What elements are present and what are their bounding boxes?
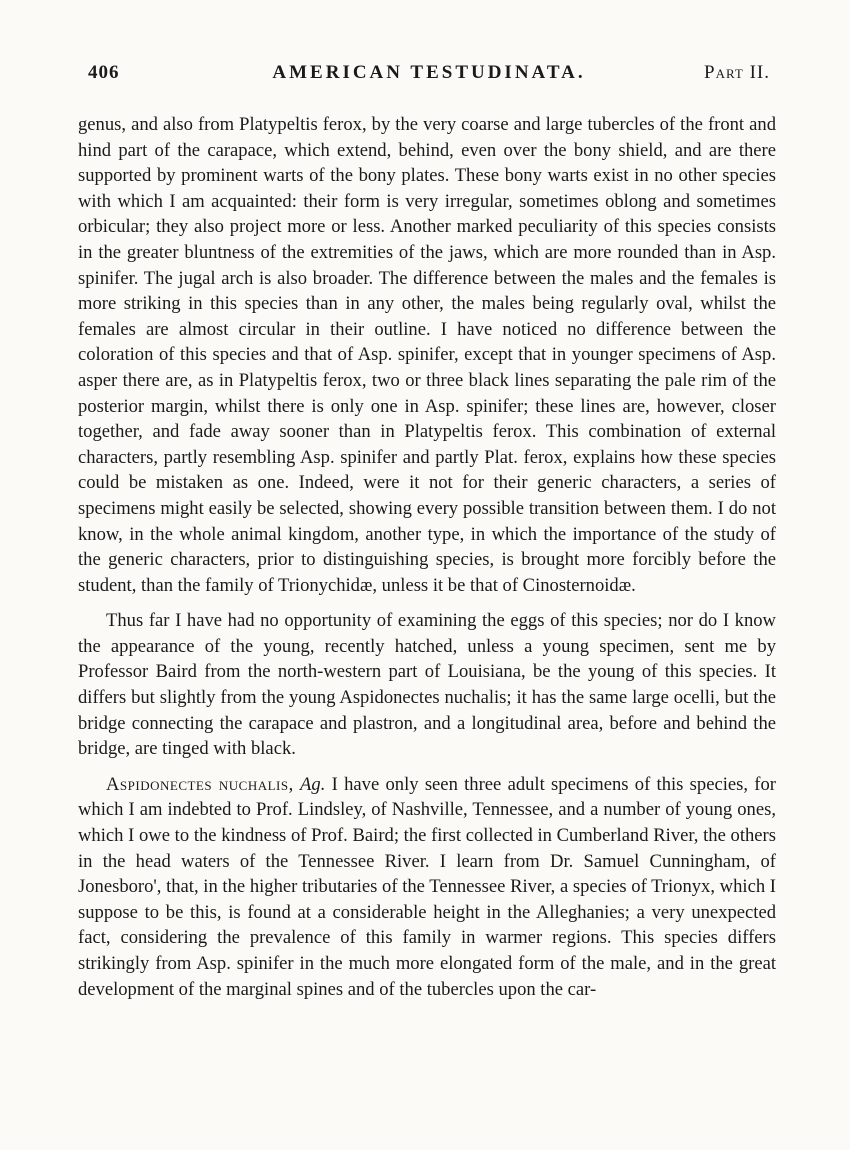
paragraph-text: I have only seen three adult specimens of this species, for which I am indebted to Prof. Lindsley, of Nashville, Tennessee, and a number of young ones, which I owe to the kindness of Prof. Baird; the first collected in Cumberland River, the others in the head waters of the Tennessee River. I learn from Dr. Samuel Cunningham, of Jonesboro', that, in the higher tributaries of the Tennessee River, a species of Trionyx, which I suppose to be this, is found at a considerable height in the Alleghanies; a very unexpected fact, considering the prevalence of this family in warmer regions. This species differs strikingly from Asp. spinifer in the much more elongated form of the male, and in the great development of the marginal spines and of the tubercles upon the car- [78, 773, 776, 1000]
species-heading: Aspidonectes nuchalis, [106, 773, 294, 795]
paragraph: genus, and also from Platypeltis ferox, by the very coarse and large tubercles of the front and hind part of the carapace, which extend, behind, even over the bony shield, and are there supported by prominent warts of the bony plates. These bony warts exist in no other species with which I am acquainted: their form is very irregular, sometimes oblong and sometimes orbicular; they also project more or less. Another marked peculiarity of this species consists in the greater bluntness of the extremities of the jaws, which are more rounded than in Asp. spinifer. The jugal arch is also broader. The difference between the males and the females is more striking in this species than in any other, the males being regularly oval, whilst the females are almost circular in their outline. I have noticed no difference between the coloration of this species and that of Asp. spinifer, except that in younger specimens of Asp. asper there are, as in Platypeltis ferox, two or three black lines separating the pale rim of the posterior margin, whilst there is only one in Asp. spinifer; these lines are, however, closer together, and fade away sooner than in Platypeltis ferox. This combination of external characters, partly resembling Asp. spinifer and partly Plat. ferox, explains how these species could be mistaken as one. Indeed, were it not for their generic characters, a series of specimens might easily be selected, showing every possible transition between them. I do not know, in the whole animal kingdom, another type, in which the importance of the study of the generic characters, prior to distinguishing species, is brought more forcibly before the student, than the family of Trionychidæ, unless it be that of Cinosternoidæ. [78, 114, 776, 596]
paragraph [78, 772, 776, 1002]
species-author: Ag. [300, 773, 326, 795]
page-number: 406 [88, 62, 120, 83]
paragraph: Thus far I have had no opportunity of examining the eggs of this species; nor do I know the appearance of the young, recently hatched, unless a young specimen, sent me by Professor Baird from the north-western part of Louisiana, be the young of this species. It differs but slightly from the young Aspidonectes nuchalis; it has the same large ocelli, but the bridge connecting the carapace and plastron, and a longitudinal area, before and behind the bridge, are tinged with black. [78, 610, 776, 760]
body-text [78, 112, 776, 1012]
running-header [88, 62, 770, 92]
running-title: AMERICAN TESTUDINATA. [272, 62, 586, 83]
part-label: Part II. [704, 62, 770, 83]
